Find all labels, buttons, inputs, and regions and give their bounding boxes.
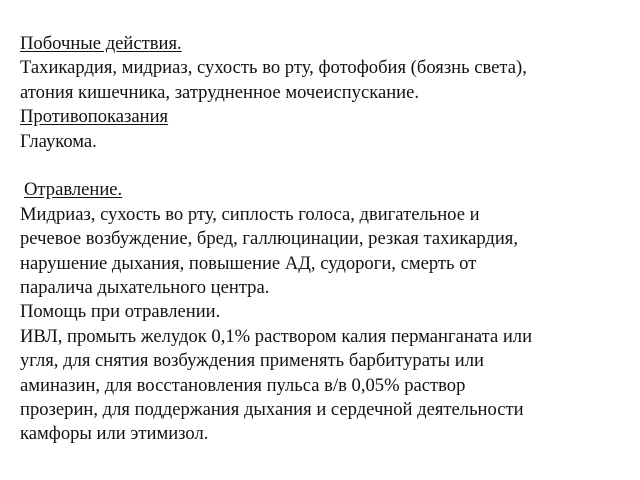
side-effects-line-1: Тахикардия, мидриаз, сухость во рту, фотофобия (боязнь света),	[20, 57, 527, 79]
help-line-5: камфоры или этимизол.	[20, 423, 209, 445]
contraindications-heading: Противопоказания	[20, 106, 169, 128]
help-line-1: ИВЛ, промыть желудок 0,1% раствором калия перманганата или	[20, 325, 533, 347]
poisoning-line-1: Мидриаз, сухость во рту, сиплость голоса, двигательное и	[20, 203, 480, 225]
help-line-3: аминазин, для восстановления пульса в/в 0,05% раствор	[20, 374, 466, 396]
help-line-2: угля, для снятия возбуждения применять барбитураты или	[20, 350, 484, 372]
help-heading: Помощь при отравлении.	[20, 301, 221, 323]
poisoning-line-3: нарушение дыхания, повышение АД, судороги, смерть от	[20, 252, 477, 274]
poisoning-line-4: паралича дыхательного центра.	[20, 277, 270, 299]
side-effects-heading: Побочные действия.	[20, 33, 182, 54]
blank-line	[20, 154, 630, 178]
help-line-4: прозерин, для поддержания дыхания и сердечной деятельности	[20, 399, 524, 421]
contraindications-line-1: Глаукома.	[20, 130, 97, 152]
poisoning-heading: Отравление.	[24, 179, 123, 201]
side-effects-line-2: атония кишечника, затрудненное мочеиспускание.	[20, 81, 420, 103]
poisoning-line-2: речевое возбуждение, бред, галлюцинации, резкая тахикардия,	[20, 228, 518, 250]
text-block	[20, 32, 630, 447]
